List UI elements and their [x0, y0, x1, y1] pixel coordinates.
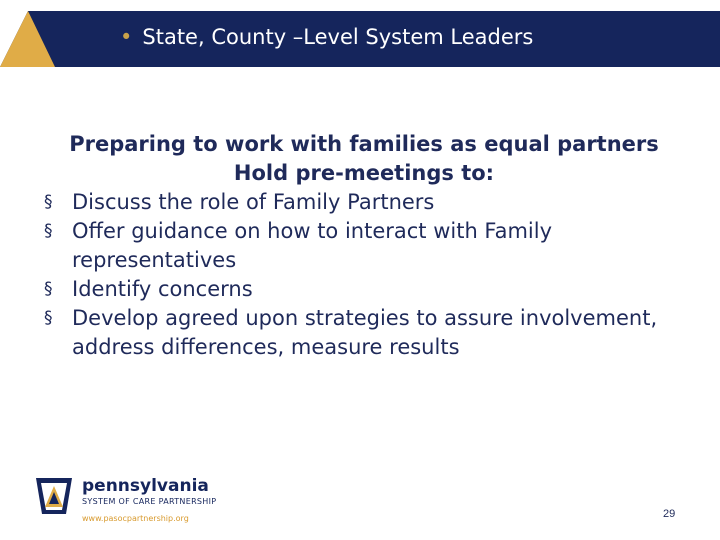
list-item: [44, 275, 684, 304]
pa-soc-logo: [32, 470, 252, 530]
bullet-mark-icon: §: [44, 308, 53, 328]
slide-header: [0, 11, 720, 67]
header-accent-triangle: [0, 11, 60, 67]
slide-subtitle-secondary: Hold pre-meetings to:: [233, 161, 495, 185]
slide-subtitle: Preparing to work with families as equal partners: [69, 132, 659, 156]
page-number: 29: [663, 508, 676, 520]
list-item-text: Identify concerns: [72, 277, 253, 301]
logo-wordmark: pennsylvania: [82, 476, 209, 496]
header-title: [120, 25, 533, 49]
bullet-mark-icon: §: [44, 279, 53, 299]
list-item: [44, 217, 684, 275]
bullet-mark-icon: §: [44, 221, 53, 241]
bullet-mark-icon: §: [44, 192, 53, 212]
slide-content: [44, 130, 684, 362]
list-item-text: Offer guidance on how to interact with Family representatives: [72, 219, 553, 272]
list-item-text: Develop agreed upon strategies to assure involvement, address differences, measure results: [72, 306, 658, 359]
header-bullet: •: [120, 25, 133, 49]
header-title-text: State, County –Level System Leaders: [142, 25, 534, 49]
list-item: [44, 188, 684, 217]
keystone-icon: [32, 474, 76, 518]
list-item-text: Discuss the role of Family Partners: [72, 190, 435, 214]
logo-tagline: SYSTEM OF CARE PARTNERSHIP: [82, 497, 217, 506]
logo-url: www.pasocpartnership.org: [82, 514, 189, 523]
list-item: [44, 304, 684, 362]
bullet-list: [44, 188, 684, 362]
